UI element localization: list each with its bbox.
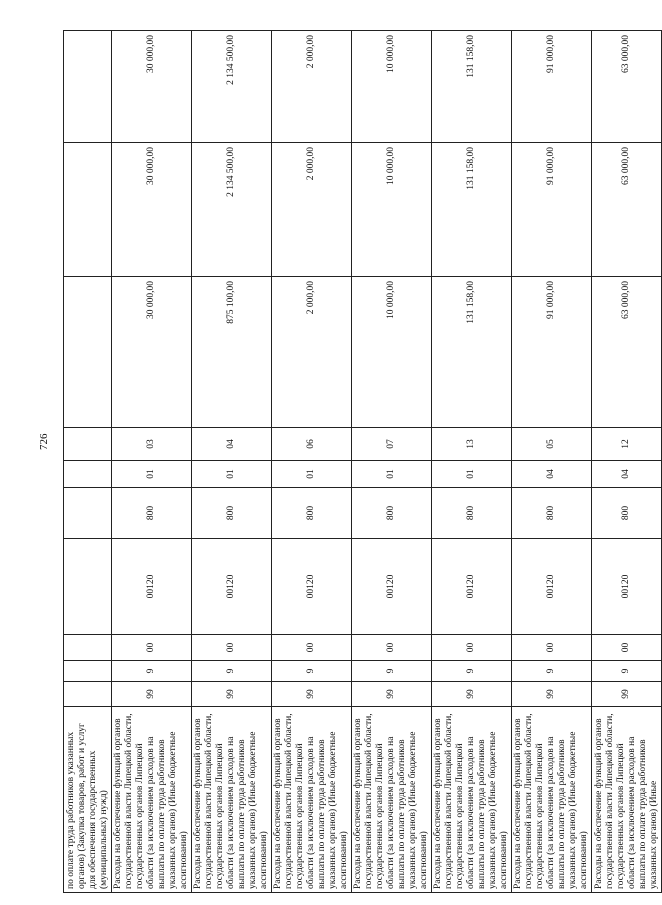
amount-year-2-cell: 63 000,00 [592, 143, 662, 277]
program-code-cell: 99 [352, 682, 432, 707]
expense-type-cell: 800 [192, 488, 272, 539]
amount-year-2-cell: 30 000,00 [112, 143, 192, 277]
subprogram-code-cell: 9 [512, 661, 592, 682]
amount-year-2-cell: 131 158,00 [432, 143, 512, 277]
direction-code-cell: 00120 [592, 539, 662, 635]
page-number: 726 [38, 433, 50, 450]
subprogram-code-cell: 9 [192, 661, 272, 682]
table-row [112, 31, 192, 893]
event-code-cell: 00 [592, 635, 662, 661]
subsection-code-cell: 07 [352, 428, 432, 461]
amount-year-3-cell [64, 31, 112, 143]
expense-type-cell: 800 [592, 488, 662, 539]
direction-code-cell [64, 539, 112, 635]
subsection-code-cell: 03 [112, 428, 192, 461]
description-cell: Расходы на обеспечение функций органов государственной власти Липецкой области, государственных органов Липецкой области (за исключением расходов на выплаты по оплате труда работников указанных органов) (Иные бюджетные ассигнования) [112, 707, 192, 893]
table-row [512, 31, 592, 893]
table-row [432, 31, 512, 893]
description-cell: Расходы на обеспечение функций органов государственной власти Липецкой области, государственных органов Липецкой области (за исключением расходов на выплаты по оплате труда работников указанных органов) (Иные бюджетные ассигнования) [272, 707, 352, 893]
description-cell: Расходы на обеспечение функций органов государственной власти Липецкой области, государственных органов Липецкой области (за исключением расходов на выплаты по оплате труда работников указанных органов) (Иные бюджетные ассигнования) [512, 707, 592, 893]
amount-year-1-cell: 63 000,00 [592, 277, 662, 428]
amount-year-2-cell: 2 000,00 [272, 143, 352, 277]
amount-year-3-cell: 30 000,00 [112, 31, 192, 143]
event-code-cell: 00 [512, 635, 592, 661]
subsection-code-cell: 06 [272, 428, 352, 461]
subsection-code-cell: 13 [432, 428, 512, 461]
amount-year-3-cell: 63 000,00 [592, 31, 662, 143]
description-cell: по оплате труда работников указанных органов) (Закупка товаров, работ и услуг для обеспечения государственных (муниципальных) нужд) [64, 707, 112, 893]
program-code-cell: 99 [112, 682, 192, 707]
amount-year-2-cell [64, 143, 112, 277]
event-code-cell: 00 [432, 635, 512, 661]
program-code-cell: 99 [432, 682, 512, 707]
section-code-cell: 04 [592, 461, 662, 488]
section-code-cell: 01 [432, 461, 512, 488]
amount-year-3-cell: 91 000,00 [512, 31, 592, 143]
direction-code-cell: 00120 [112, 539, 192, 635]
description-cell: Расходы на обеспечение функций органов государственной власти Липецкой области, государственных органов Липецкой области (за исключением расходов на выплаты по оплате труда работников указанных органов) (Иные бюджетные ассигнования) [352, 707, 432, 893]
subprogram-code-cell: 9 [352, 661, 432, 682]
rotated-sheet [63, 31, 659, 893]
amount-year-3-cell: 10 000,00 [352, 31, 432, 143]
expense-type-cell: 800 [352, 488, 432, 539]
description-cell: Расходы на обеспечение функций органов государственной власти Липецкой области, государственных органов Липецкой области (за исключением расходов на выплаты по оплате труда работников указанных органов) (Иные [592, 707, 662, 893]
direction-code-cell: 00120 [192, 539, 272, 635]
table-row [192, 31, 272, 893]
amount-year-3-cell: 2 000,00 [272, 31, 352, 143]
description-cell: Расходы на обеспечение функций органов государственной власти Липецкой области, государственных органов Липецкой области (за исключением расходов на выплаты по оплате труда работников указанных органов) (Иные бюджетные ассигнования) [192, 707, 272, 893]
budget-table [63, 30, 662, 893]
description-cell: Расходы на обеспечение функций органов государственной власти Липецкой области, государственных органов Липецкой области (за исключением расходов на выплаты по оплате труда работников указанных органов) (Иные бюджетные ассигнования) [432, 707, 512, 893]
table-row [272, 31, 352, 893]
event-code-cell: 00 [272, 635, 352, 661]
amount-year-1-cell: 2 000,00 [272, 277, 352, 428]
expense-type-cell: 800 [272, 488, 352, 539]
section-code-cell: 01 [112, 461, 192, 488]
amount-year-3-cell: 131 158,00 [432, 31, 512, 143]
amount-year-1-cell: 91 000,00 [512, 277, 592, 428]
event-code-cell: 00 [192, 635, 272, 661]
program-code-cell: 99 [192, 682, 272, 707]
amount-year-1-cell: 131 158,00 [432, 277, 512, 428]
event-code-cell: 00 [352, 635, 432, 661]
amount-year-2-cell: 91 000,00 [512, 143, 592, 277]
subsection-code-cell: 05 [512, 428, 592, 461]
section-code-cell: 04 [512, 461, 592, 488]
expense-type-cell [64, 488, 112, 539]
amount-year-1-cell: 30 000,00 [112, 277, 192, 428]
section-code-cell: 01 [352, 461, 432, 488]
subprogram-code-cell: 9 [432, 661, 512, 682]
program-code-cell: 99 [592, 682, 662, 707]
table-row [352, 31, 432, 893]
subsection-code-cell [64, 428, 112, 461]
program-code-cell: 99 [272, 682, 352, 707]
amount-year-2-cell: 2 134 500,00 [192, 143, 272, 277]
subsection-code-cell: 12 [592, 428, 662, 461]
subprogram-code-cell: 9 [112, 661, 192, 682]
amount-year-1-cell: 875 100,00 [192, 277, 272, 428]
table-rotation-frame [63, 31, 659, 893]
event-code-cell: 00 [112, 635, 192, 661]
section-code-cell: 01 [192, 461, 272, 488]
direction-code-cell: 00120 [512, 539, 592, 635]
amount-year-2-cell: 10 000,00 [352, 143, 432, 277]
table-row [592, 31, 662, 893]
section-code-cell: 01 [272, 461, 352, 488]
subprogram-code-cell: 9 [272, 661, 352, 682]
program-code-cell [64, 682, 112, 707]
expense-type-cell: 800 [512, 488, 592, 539]
direction-code-cell: 00120 [432, 539, 512, 635]
direction-code-cell: 00120 [272, 539, 352, 635]
event-code-cell [64, 635, 112, 661]
subprogram-code-cell [64, 661, 112, 682]
expense-type-cell: 800 [112, 488, 192, 539]
program-code-cell: 99 [512, 682, 592, 707]
section-code-cell [64, 461, 112, 488]
amount-year-3-cell: 2 134 500,00 [192, 31, 272, 143]
subsection-code-cell: 04 [192, 428, 272, 461]
expense-type-cell: 800 [432, 488, 512, 539]
subprogram-code-cell: 9 [592, 661, 662, 682]
amount-year-1-cell [64, 277, 112, 428]
direction-code-cell: 00120 [352, 539, 432, 635]
table-row [64, 31, 112, 893]
amount-year-1-cell: 10 000,00 [352, 277, 432, 428]
